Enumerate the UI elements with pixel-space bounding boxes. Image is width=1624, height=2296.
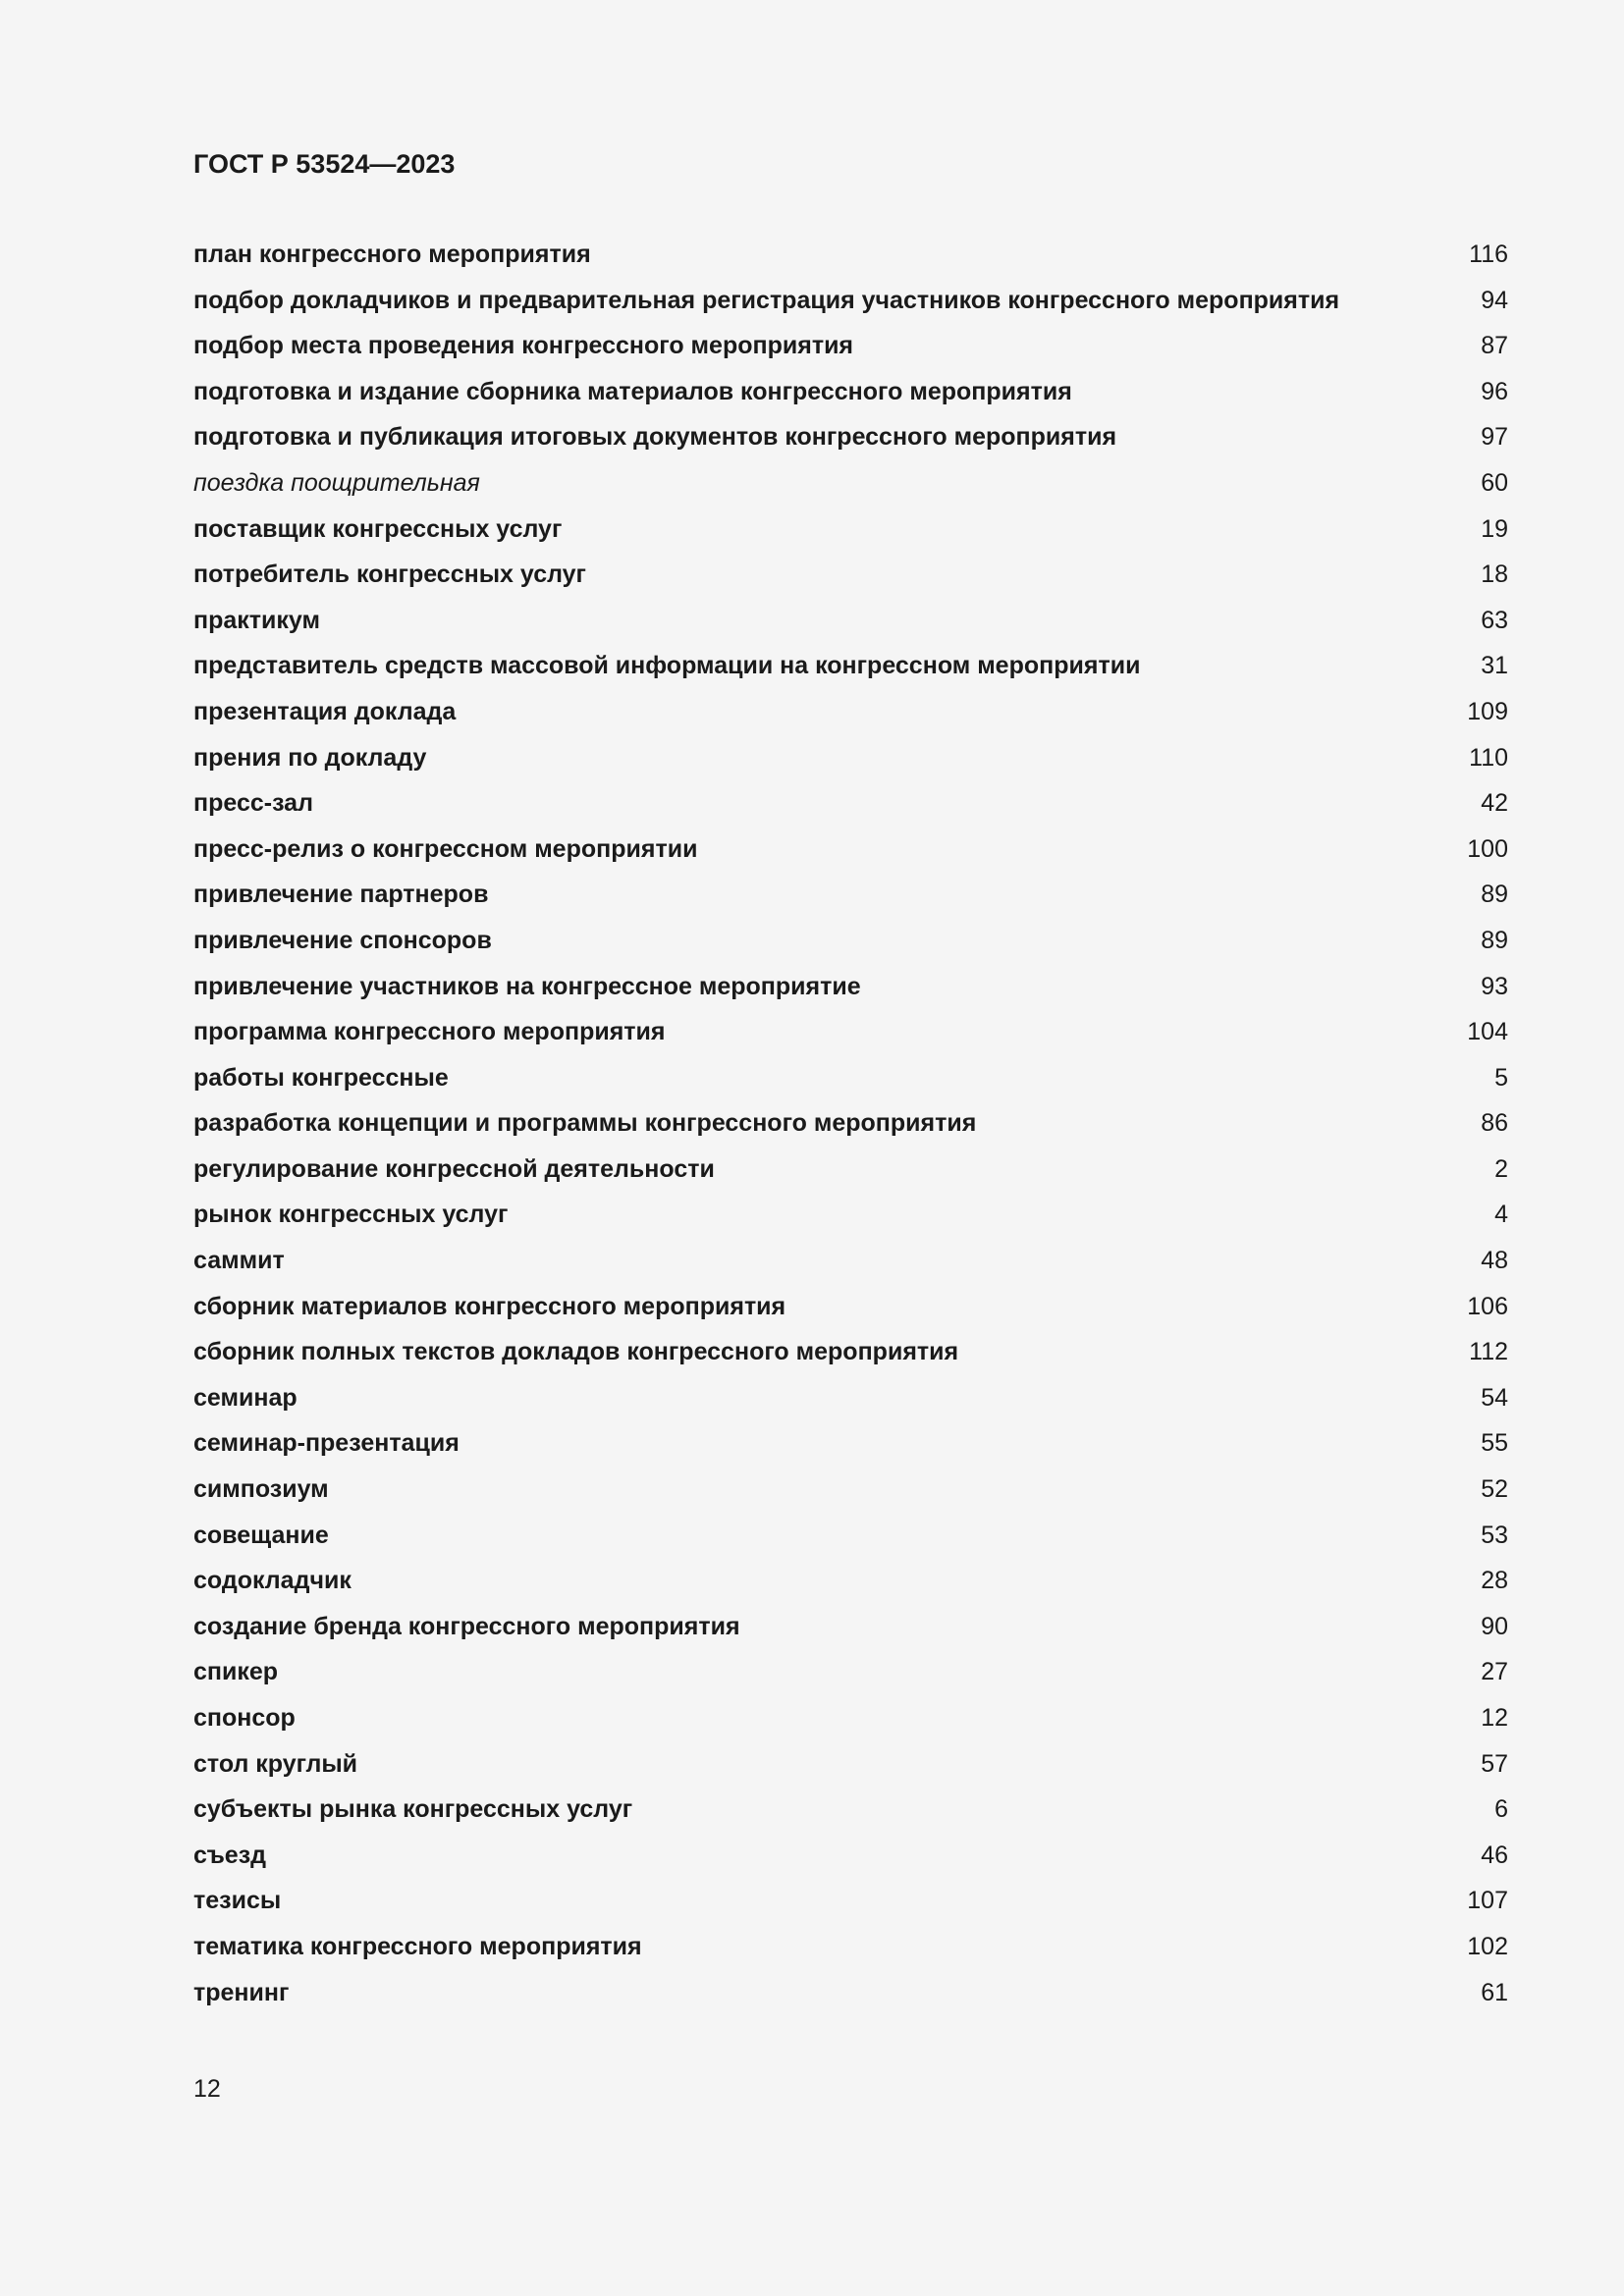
index-entry [193, 1604, 1508, 1650]
index-entry [193, 1192, 1508, 1238]
index-page-ref: 6 [1494, 1795, 1508, 1824]
index-term: подготовка и публикация итоговых документов конгрессного мероприятия [193, 423, 1117, 452]
index-term: сборник материалов конгрессного мероприятия [193, 1292, 786, 1320]
index-entry [193, 918, 1508, 964]
index-entry [193, 1055, 1508, 1101]
index-term: привлечение спонсоров [193, 926, 492, 954]
index-page-ref: 61 [1481, 1978, 1508, 2006]
index-term: работы конгрессные [193, 1063, 449, 1092]
index-term: стол круглый [193, 1749, 358, 1778]
index-term: совещание [193, 1521, 329, 1549]
index-page-ref: 63 [1481, 606, 1508, 634]
index-term: привлечение участников на конгрессное мероприятие [193, 972, 861, 1000]
index-term: рынок конгрессных услуг [193, 1201, 509, 1229]
index-term: потребитель конгрессных услуг [193, 561, 586, 589]
index-term: подготовка и издание сборника материалов конгрессного мероприятия [193, 377, 1072, 405]
index-entry [193, 460, 1508, 507]
index-term: создание бренда конгрессного мероприятия [193, 1612, 740, 1640]
index-page-ref: 12 [1481, 1704, 1508, 1732]
index-entry [193, 507, 1508, 553]
index-term: план конгрессного мероприятия [193, 240, 591, 268]
index-term: семинар [193, 1383, 298, 1412]
index-entry [193, 323, 1508, 369]
page-number: 12 [193, 2075, 221, 2103]
index-page-ref: 53 [1481, 1521, 1508, 1549]
index-term: тезисы [193, 1887, 282, 1915]
index-term: подбор места проведения конгрессного мероприятия [193, 332, 854, 360]
index-page-ref: 109 [1467, 697, 1508, 725]
index-page-ref: 112 [1469, 1338, 1508, 1366]
index-page-ref: 42 [1481, 789, 1508, 818]
index-page-ref: 100 [1467, 834, 1508, 863]
index-page-ref: 4 [1494, 1201, 1508, 1229]
index-page-ref: 31 [1481, 652, 1508, 680]
index-entry [193, 689, 1508, 735]
index-entry [193, 643, 1508, 689]
index-page-ref: 27 [1481, 1658, 1508, 1686]
index-entry [193, 1147, 1508, 1193]
index-page-ref: 46 [1481, 1841, 1508, 1869]
index-term: прения по докладу [193, 743, 427, 772]
index-entry [193, 827, 1508, 873]
index-entry [193, 1284, 1508, 1330]
index-entry [193, 598, 1508, 644]
index-term: разработка концепции и программы конгрессного мероприятия [193, 1109, 977, 1138]
index-page-ref: 116 [1469, 240, 1508, 268]
index-page-ref: 52 [1481, 1475, 1508, 1504]
index-entry [193, 414, 1508, 460]
index-page-ref: 86 [1481, 1109, 1508, 1138]
index-term: пресс-релиз о конгрессном мероприятии [193, 834, 698, 863]
index-term: спикер [193, 1658, 279, 1686]
index-page-ref: 110 [1469, 743, 1508, 772]
index-entry [193, 1238, 1508, 1284]
index-page-ref: 2 [1494, 1154, 1508, 1183]
index-page-ref: 102 [1467, 1932, 1508, 1960]
index-entry [193, 964, 1508, 1010]
index-entry [193, 1878, 1508, 1924]
index-entry [193, 1375, 1508, 1421]
index-term: пресс-зал [193, 789, 313, 818]
index-page-ref: 97 [1481, 423, 1508, 452]
index-entry [193, 1970, 1508, 2016]
index-term: саммит [193, 1247, 285, 1275]
index-term: тематика конгрессного мероприятия [193, 1932, 642, 1960]
index-term: регулирование конгрессной деятельности [193, 1154, 715, 1183]
index-term: субъекты рынка конгрессных услуг [193, 1795, 633, 1824]
index-entry [193, 278, 1508, 324]
index-entry [193, 1009, 1508, 1055]
index-page-ref: 48 [1481, 1247, 1508, 1275]
index-entry [193, 369, 1508, 415]
index-page-ref: 28 [1481, 1567, 1508, 1595]
index-entry [193, 1558, 1508, 1604]
index-page-ref: 89 [1481, 926, 1508, 954]
index-entry [193, 1833, 1508, 1879]
index-term: презентация доклада [193, 697, 457, 725]
index-page-ref: 54 [1481, 1383, 1508, 1412]
index-term: поставщик конгрессных услуг [193, 514, 563, 543]
index-term: программа конгрессного мероприятия [193, 1018, 666, 1046]
index-page-ref: 89 [1481, 881, 1508, 909]
index-page-ref: 106 [1467, 1292, 1508, 1320]
index-term: подбор докладчиков и предварительная регистрация участников конгрессного мероприятия [193, 286, 1340, 314]
index-entry [193, 1420, 1508, 1467]
index-term: симпозиум [193, 1475, 329, 1504]
index-page-ref: 18 [1481, 561, 1508, 589]
index-entry [193, 552, 1508, 598]
index-entry [193, 872, 1508, 918]
index-page-ref: 57 [1481, 1749, 1508, 1778]
index-page-ref: 104 [1467, 1018, 1508, 1046]
index-page-ref: 94 [1481, 286, 1508, 314]
index-entry [193, 1695, 1508, 1741]
index-term: содокладчик [193, 1567, 352, 1595]
index-page-ref: 55 [1481, 1429, 1508, 1458]
index-page-ref: 93 [1481, 972, 1508, 1000]
index-page-ref: 90 [1481, 1612, 1508, 1640]
index-page-ref: 5 [1494, 1063, 1508, 1092]
index-term: съезд [193, 1841, 266, 1869]
index-page-ref: 87 [1481, 332, 1508, 360]
index-term: семинар-презентация [193, 1429, 460, 1458]
index-page-ref: 19 [1481, 514, 1508, 543]
index-term: практикум [193, 606, 320, 634]
index-entry [193, 1513, 1508, 1559]
index-entry [193, 1100, 1508, 1147]
index-entry [193, 232, 1508, 278]
index-term: поездка поощрительная [193, 468, 480, 497]
index-entry [193, 1741, 1508, 1788]
index-entry [193, 1787, 1508, 1833]
index-term: сборник полных текстов докладов конгрессного мероприятия [193, 1338, 959, 1366]
index-entry [193, 1924, 1508, 1970]
index-term: представитель средств массовой информации на конгрессном мероприятии [193, 652, 1141, 680]
document-header: ГОСТ Р 53524—2023 [193, 149, 456, 179]
index-page-ref: 96 [1481, 377, 1508, 405]
index-term: спонсор [193, 1704, 296, 1732]
index-term: тренинг [193, 1978, 290, 2006]
index-page-ref: 60 [1481, 468, 1508, 497]
alphabetical-index [193, 232, 1508, 2015]
index-entry [193, 780, 1508, 827]
index-page-ref: 107 [1467, 1887, 1508, 1915]
index-entry [193, 1649, 1508, 1695]
index-term: привлечение партнеров [193, 881, 489, 909]
index-entry [193, 1329, 1508, 1375]
index-entry [193, 735, 1508, 781]
index-entry [193, 1467, 1508, 1513]
